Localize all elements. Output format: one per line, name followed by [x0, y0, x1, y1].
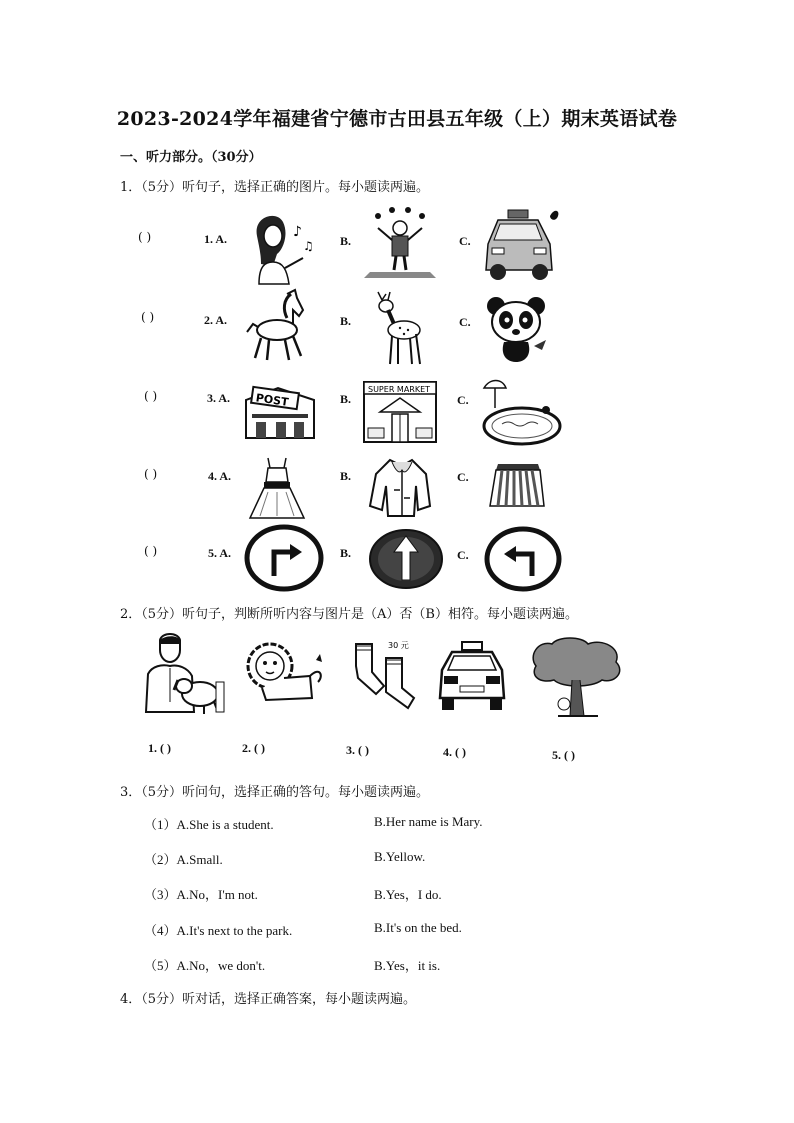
- dress-icon: [246, 456, 308, 520]
- supermarket-icon: [362, 380, 438, 446]
- post-sign-label: POST: [254, 391, 290, 409]
- question-1-heading: 1．（5分）听句子，选择正确的图片。每小题读两遍。: [120, 180, 430, 195]
- option-b-label: B.: [340, 392, 352, 406]
- deer-icon: [368, 288, 428, 368]
- q3-option-b[interactable]: B.Yes，I do.: [374, 887, 442, 902]
- section-heading-listening: 一、听力部分。（30分）: [120, 150, 262, 165]
- option-c-label: C.: [457, 548, 469, 562]
- page-title: 2023-2024学年福建省宁德市古田县五年级（上）期末英语试卷: [116, 108, 678, 130]
- q3-option-a[interactable]: （1）A.She is a student.: [144, 817, 274, 832]
- price-label: 30 元: [388, 641, 409, 650]
- q3-option-b[interactable]: B.It's on the bed.: [374, 920, 462, 935]
- socks-icon: [346, 636, 422, 712]
- horse-icon: [243, 288, 321, 366]
- q3-option-b[interactable]: B.Yellow.: [374, 849, 426, 864]
- answer-blank-q2-5[interactable]: 5. ( ): [552, 748, 575, 762]
- option-a-label: 1. A.: [204, 232, 228, 246]
- doctor-with-dog-icon: [138, 632, 226, 714]
- jacket-icon: [368, 456, 434, 520]
- option-c-label: C.: [457, 470, 469, 484]
- option-a-label: 5. A.: [208, 546, 232, 560]
- q3-option-a[interactable]: （5）A.No，we don't.: [144, 958, 266, 973]
- option-b-label: B.: [340, 546, 352, 560]
- skirt-icon: [488, 460, 546, 510]
- answer-blank-4[interactable]: ( ): [144, 467, 158, 481]
- turn-left-sign-icon: [484, 526, 562, 592]
- answer-blank-q2-4[interactable]: 4. ( ): [443, 745, 466, 759]
- q3-option-a[interactable]: （4）A.It's next to the park.: [144, 923, 293, 938]
- option-a-label: 3. A.: [207, 391, 231, 405]
- q3-option-a[interactable]: （3）A.No，I'm not.: [144, 887, 258, 902]
- taxi-car-icon: [480, 204, 564, 284]
- taxi-icon: [434, 640, 510, 714]
- lion-icon: [240, 636, 324, 706]
- q3-option-b[interactable]: B.Her name is Mary.: [374, 814, 483, 829]
- answer-blank-5[interactable]: ( ): [144, 544, 158, 558]
- option-b-label: B.: [340, 234, 352, 248]
- option-c-label: C.: [459, 315, 471, 329]
- option-c-label: C.: [457, 393, 469, 407]
- option-b-label: B.: [340, 469, 352, 483]
- option-a-label: 4. A.: [208, 469, 232, 483]
- svg-text:♪: ♪: [293, 224, 302, 240]
- supermarket-sign-label: SUPER MARKET: [368, 385, 431, 394]
- post-office-icon: [242, 382, 318, 446]
- question-4-heading: 4．（5分）听对话，选择正确答案，每小题读两遍。: [120, 992, 417, 1007]
- q3-option-a[interactable]: （2）A.Small.: [144, 852, 223, 867]
- svg-text:♫: ♫: [303, 239, 314, 253]
- answer-blank-2[interactable]: ( ): [141, 310, 155, 324]
- answer-blank-3[interactable]: ( ): [144, 389, 158, 403]
- singing-woman-icon: [243, 206, 323, 286]
- option-c-label: C.: [459, 234, 471, 248]
- answer-blank-q2-3[interactable]: 3. ( ): [346, 743, 369, 757]
- option-a-label: 2. A.: [204, 313, 228, 327]
- panda-icon: [484, 294, 550, 364]
- answer-blank-q2-1[interactable]: 1. ( ): [148, 741, 171, 755]
- option-b-label: B.: [340, 314, 352, 328]
- go-straight-sign-icon: [368, 528, 444, 590]
- swimming-pool-icon: [480, 378, 562, 448]
- answer-blank-1[interactable]: ( ): [138, 230, 152, 244]
- turn-right-sign-icon: [244, 524, 324, 592]
- tree-icon: [528, 636, 626, 720]
- juggling-boy-icon: [362, 206, 438, 282]
- question-2-heading: 2．（5分）听句子，判断所听内容与图片是（A）否（B）相符。每小题读两遍。: [120, 607, 578, 622]
- q3-option-b[interactable]: B.Yes，it is.: [374, 958, 441, 973]
- answer-blank-q2-2[interactable]: 2. ( ): [242, 741, 265, 755]
- question-3-heading: 3．（5分）听问句，选择正确的答句。每小题读两遍。: [120, 785, 430, 800]
